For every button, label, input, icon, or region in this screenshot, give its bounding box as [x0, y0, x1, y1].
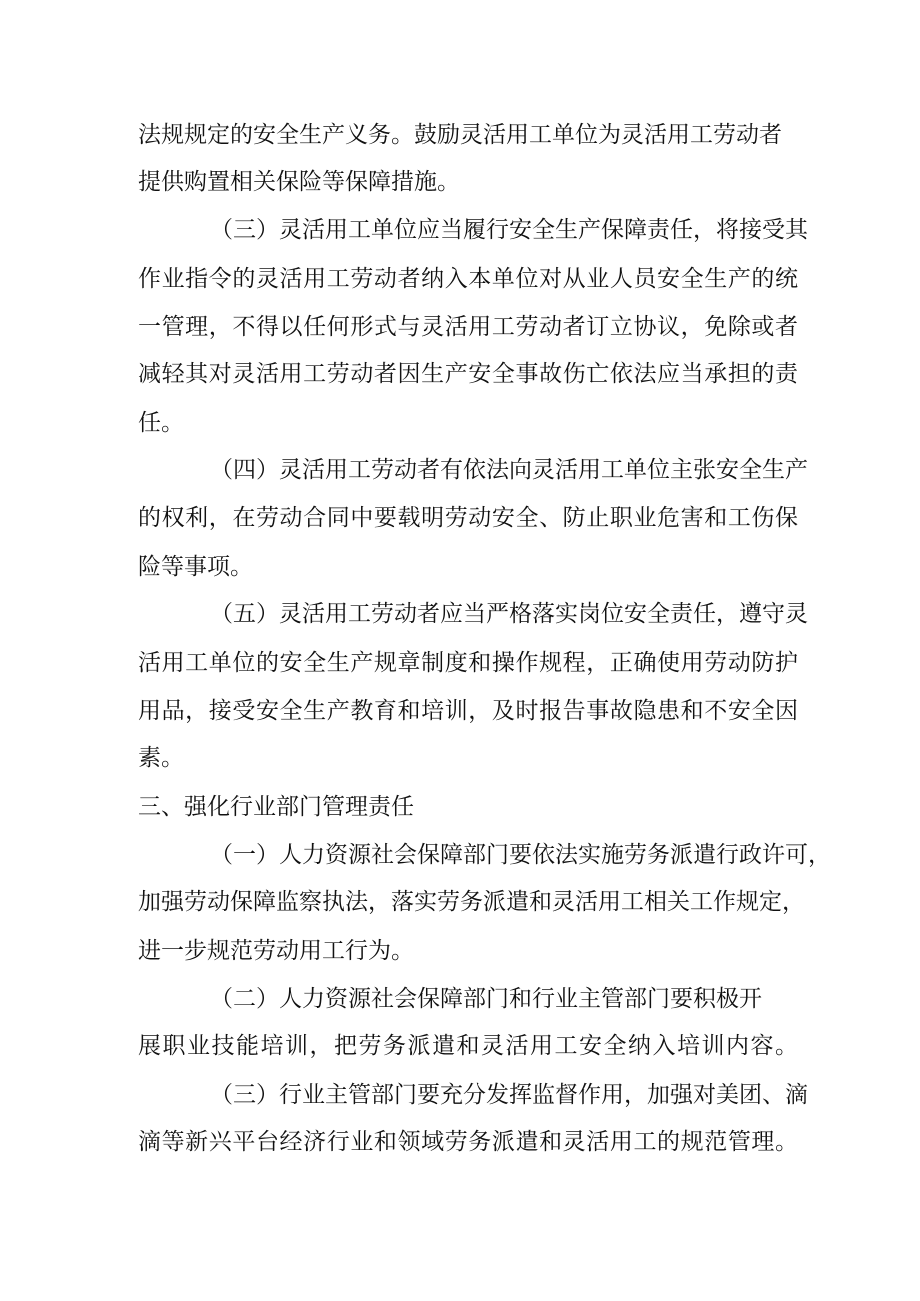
text-line: 的权利，在劳动合同中要载明劳动安全、防止职业危害和工伤保: [138, 505, 798, 531]
text-line: 减轻其对灵活用工劳动者因生产安全事故伤亡依法应当承担的责: [138, 361, 798, 387]
text-line: 加强劳动保障监察执法，落实劳务派遣和灵活用工相关工作规定，: [138, 889, 805, 915]
text-line: 用品，接受安全生产教育和培训，及时报告事故隐患和不安全因: [138, 698, 798, 724]
section-heading: 三、强化行业部门管理责任: [138, 794, 414, 820]
text-line: 素。: [138, 745, 184, 771]
paragraph-start: （四）灵活用工劳动者有依法向灵活用工单位主张安全生产: [210, 457, 808, 483]
text-line: 任。: [138, 410, 184, 436]
paragraph-start: （三）行业主管部门要充分发挥监督作用，加强对美团、滴: [210, 1082, 808, 1108]
text-line: 一管理，不得以任何形式与灵活用工劳动者订立协议，免除或者: [138, 314, 798, 340]
text-line: 作业指令的灵活用工劳动者纳入本单位对从业人员安全生产的统: [138, 266, 798, 292]
text-line: 进一步规范劳动用工行为。: [138, 938, 414, 964]
text-line: 展职业技能培训，把劳务派遣和灵活用工安全纳入培训内容。: [138, 1033, 798, 1059]
text-line: 滴等新兴平台经济行业和领域劳务派遣和灵活用工的规范管理。: [138, 1129, 798, 1155]
paragraph-start: （五）灵活用工劳动者应当严格落实岗位安全责任，遵守灵: [210, 601, 808, 627]
text-line: 法规规定的安全生产义务。鼓励灵活用工单位为灵活用工劳动者: [138, 122, 782, 148]
paragraph-start: （三）灵活用工单位应当履行安全生产保障责任，将接受其: [210, 217, 808, 243]
text-line: 险等事项。: [138, 554, 253, 580]
text-line: 提供购置相关保险等保障措施。: [138, 169, 460, 195]
paragraph-start: （二）人力资源社会保障部门和行业主管部门要积极开: [210, 986, 762, 1012]
text-line: 活用工单位的安全生产规章制度和操作规程，正确使用劳动防护: [138, 650, 798, 676]
paragraph-start: （一）人力资源社会保障部门要依法实施劳务派遣行政许可，: [210, 842, 831, 868]
